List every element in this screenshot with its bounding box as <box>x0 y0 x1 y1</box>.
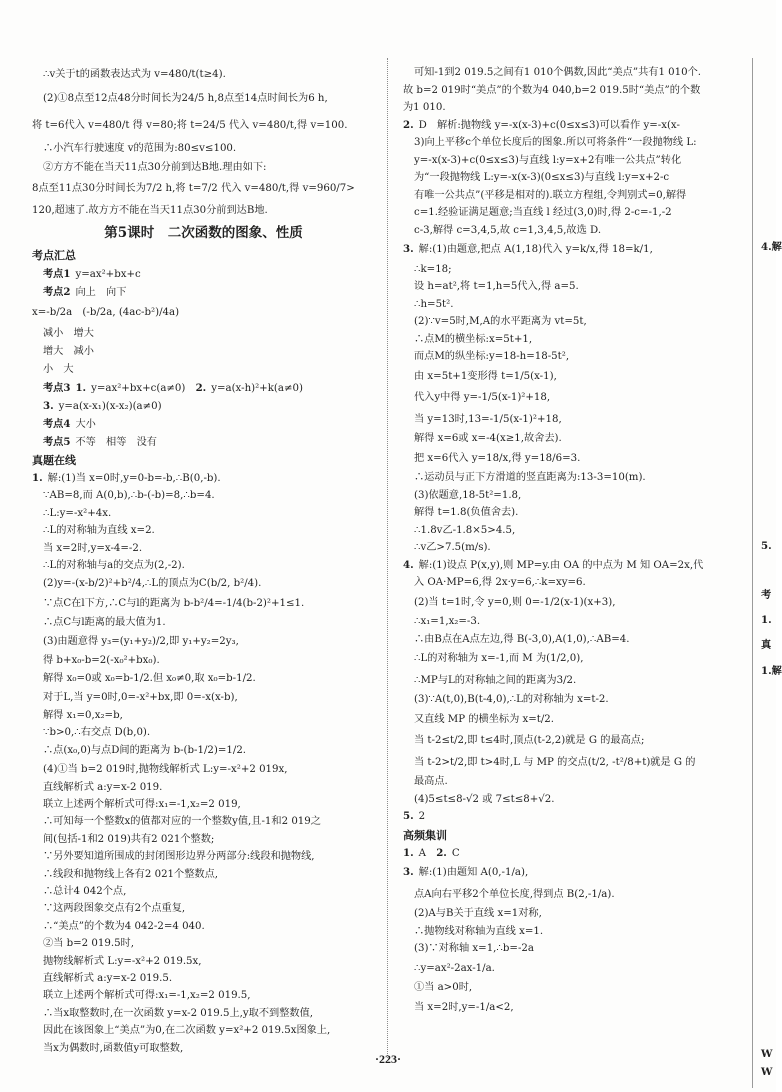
item-number: 2. <box>436 846 447 859</box>
answer-line: 抛物线解析式 L:y=-x²+2 019.5x, <box>43 955 202 967</box>
item-number: 3. <box>43 400 54 412</box>
answer-line: ∴y=ax²-2ax-1/a. <box>414 962 495 974</box>
section-header-summary: 考点汇总 <box>32 249 76 262</box>
answer-line: 3)向上平移c个单位长度后的图象.所以可将条件“一段抛物线 L: <box>414 137 697 148</box>
item-number: 1. <box>75 382 87 394</box>
edge-fragment: 1. <box>761 614 772 626</box>
answer-line: ②方方不能在当天11点30分前到达B地.理由如下: <box>43 162 267 173</box>
answer-line: 当 x=2时,y=x-4=-2. <box>43 542 143 554</box>
answer-line: 当 y=13时,13=-1/5(x-1)²+18, <box>414 413 562 425</box>
answer-line <box>32 397 375 415</box>
answer-line: 为“一段抛物线 L:y=-x(x-3)(0≤x≤3)与直线 l:y=x+2-c <box>414 172 670 183</box>
answer-line: ∴点C与l距离的最大值为1. <box>43 617 166 629</box>
answer-line: 因此在该图象上“美点”为0,在二次函数 y=x²+2 019.5x图象上, <box>43 1025 331 1037</box>
answer-line: ①当 a>0时, <box>414 982 473 993</box>
answer-line: c-3,解得 c=3,4,5,故 c=1,3,4,5,故选 D. <box>414 224 602 236</box>
answer-line: ∴点(x₀,0)与点D间的距离为 b-(b-1/2)=1/2. <box>43 745 247 757</box>
point-label: 考点3 <box>43 382 71 394</box>
answer-line: (2)①8点至12点48分时间长为24/5 h,8点至14点时间长为6 h, <box>43 93 328 104</box>
answer-line: 而点M的纵坐标:y=18-h=18-5t², <box>414 351 570 362</box>
point-label: 考点5 <box>43 436 71 448</box>
answer-line: 点A向右平移2个单位长度,得到点 B(2,-1/a). <box>414 888 615 900</box>
answer-line: ∴1.8v乙-1.8×5>4.5, <box>414 524 516 536</box>
answer-line: 直线解析式 a:y=x-2 019. <box>43 781 163 793</box>
answer-line <box>32 283 375 301</box>
column-divider <box>387 58 388 1058</box>
answer-line: 入 OA·MP=6,得 2x·y=6,∴k=xy=6. <box>414 577 586 588</box>
answer-line: 直线解析式 a:y=x-2 019.5. <box>43 972 173 984</box>
answer-line: 联立上述两个解析式可得:x₁=-1,x₂=2 019, <box>43 799 241 811</box>
line-text: 不等 相等 没有 <box>75 437 157 448</box>
answer-line: 联立上述两个解析式可得:x₁=-1,x₂=2 019.5, <box>43 990 251 1002</box>
answer-line <box>403 117 748 135</box>
answer-line: (4)5≤t≤8-√2 或 7≤t≤8+√2. <box>414 793 555 805</box>
answer-line <box>403 845 748 863</box>
answer-line: ∴可知每一个整数x的值都对应的一个整数y值,且-1和2 019之 <box>43 816 321 828</box>
answer-line: (3)∵对称轴 x=1,∴b=-2a <box>414 943 534 954</box>
answer-line: ∵另外要知道所围成的封闭图形边界分两部分:线段和抛物线, <box>43 851 315 863</box>
page-number: ·223· <box>374 1052 401 1066</box>
answer-line: 又直线 MP 的横坐标为 x=t/2. <box>414 713 555 725</box>
item-number: 4. <box>403 558 414 571</box>
line-text: 解:(1)当 x=0时,y=0-b=-b,∴B(0,-b). <box>47 473 221 484</box>
answer-line: ∴x₁=1,x₂=-3. <box>414 616 481 627</box>
answer-line: ∴当x取整数时,在一次函数 y=x-2 019.5上,y取不到整数值, <box>43 1007 314 1019</box>
line-text: y=a(x-x₁)(x-x₂)(a≠0) <box>58 401 162 412</box>
answer-line: 解得 t=1.8(负值舍去). <box>414 507 519 518</box>
line-text: 2 <box>418 811 426 822</box>
answer-line: ∵b>0,∴右交点 D(b,0). <box>43 726 151 738</box>
item-number: 2. <box>195 382 207 394</box>
section-header-frequent: 高频集训 <box>403 828 447 842</box>
answer-line <box>403 239 748 261</box>
answer-line: 解得 x₁=0,x₂=b, <box>43 709 123 721</box>
answer-line: ∴小汽车行驶速度 v的范围为:80≤v≤100. <box>43 143 237 154</box>
line-text: C <box>451 847 460 859</box>
answer-line: (2)A与B关于直线 x=1对称, <box>414 908 542 919</box>
item-number: 3. <box>403 866 414 878</box>
line-text: y=ax²+bx+c <box>75 269 141 280</box>
answer-line: (4)①当 b=2 019时,抛物线解析式 L:y=-x²+2 019x, <box>43 764 288 776</box>
answer-line: 为1 010. <box>403 102 446 113</box>
answer-line: 把 x=6代入 y=18/x,得 y=18/6=3. <box>414 452 581 464</box>
answer-line: 间(包括-1和2 019)共有2 021个整数; <box>43 833 215 845</box>
answer-line: 将 t=6代入 v=480/t 得 v=80;将 t=24/5 代入 v=480/t,得 v=100. <box>32 120 348 131</box>
answer-line <box>32 415 375 433</box>
line-text: y=ax²+bx+c(a≠0) <box>91 383 196 394</box>
answer-line: 可知-1到2 019.5之间有1 010个偶数,因此“美点”共有1 010个. <box>414 67 702 78</box>
answer-line: 当x为偶数时,函数值y可取整数, <box>43 1042 184 1054</box>
line-text: y=a(x-h)²+k(a≠0) <box>211 383 303 394</box>
answer-line: 当 t-2≤t/2,即 t≤4时,顶点(t-2,2)就是 G 的最高点; <box>414 735 645 746</box>
line-text: 解:(1)由题意,把点 A(1,18)代入 y=k/x,得 18=k/1, <box>418 244 653 255</box>
answer-line: c=1.经验证满足题意;当直线 l 经过(3,0)时,得 2-c=-1,-2 <box>414 207 672 218</box>
answer-line: ②当 b=2 019.5时, <box>43 938 134 950</box>
answer-line: ∴v关于t的函数表达式为 v=480/t(t≥4). <box>43 69 226 80</box>
edge-fragment: W <box>761 1066 773 1078</box>
answer-line: 最高点. <box>414 776 448 787</box>
right-column <box>403 64 748 1018</box>
answer-line: ∴k=18; <box>414 263 452 275</box>
answer-line: ∴MP与L的对称轴之间的距离为3/2. <box>414 674 577 686</box>
answer-line <box>32 433 375 451</box>
left-column <box>32 64 375 1057</box>
answer-line: ∵AB=8,而 A(0,b),∴b-(-b)=8,∴b=4. <box>43 490 215 502</box>
answer-line: (2)∵v=5时,M,A的水平距离为 vt=5t, <box>414 316 587 327</box>
answer-line: ∴v乙>7.5(m/s). <box>414 542 491 553</box>
answer-line <box>403 862 748 884</box>
point-label: 考点4 <box>43 418 71 430</box>
line-text: 解:(1)设点 P(x,y),则 MP=y.由 OA 的中点为 M 知 OA=2x,代 <box>418 559 704 571</box>
answer-line: 故 b=2 019时“美点”的个数为4 040,b=2 019.5时“美点”的个数 <box>403 84 701 96</box>
answer-line: 解得 x=6或 x=-4(x≥1,故舍去). <box>414 433 562 444</box>
line-text: D 解析:抛物线 y=-x(x-3)+c(0≤x≤3)可以看作 y=-x(x- <box>418 119 680 131</box>
lesson-title: 第5课时 二次函数的图象、性质 <box>104 225 303 241</box>
answer-line: ∴“美点”的个数为4 042-2=4 040. <box>43 920 205 932</box>
item-number: 2. <box>403 118 414 131</box>
answer-line: ∴L的对称轴为直线 x=2. <box>43 525 155 537</box>
answer-line: 解得 x₀=0或 x₀=b-1/2.但 x₀≠0,取 x₀=b-1/2. <box>43 673 256 685</box>
answer-line <box>32 470 375 487</box>
answer-line: ∴运动员与正下方滑道的竖直距离为:13-3=10(m). <box>414 472 646 483</box>
line-text: 向上 向下 <box>75 287 127 298</box>
answer-line: ∴总计4 042个点, <box>43 886 127 898</box>
answer-line: ∴抛物线对称轴为直线 x=1. <box>414 925 544 937</box>
answer-line: y=-x(x-3)+c(0≤x≤3)与直线 l:y=x+2有唯一公共点”转化 <box>414 154 682 166</box>
answer-line: 小 大 <box>43 364 74 375</box>
answer-line <box>403 808 748 826</box>
edge-fragment: 4.解 <box>761 241 782 253</box>
answer-line: 得 b+x₀-b=2(-x₀²+bx₀). <box>43 654 160 666</box>
section-header-past-exams: 真题在线 <box>32 454 76 467</box>
answer-line <box>32 265 375 283</box>
answer-line: ∴L的对称轴为 x=-1,而 M 为(1/2,0), <box>414 653 584 664</box>
answer-line: 减小 增大 <box>43 328 94 339</box>
answer-line: ∴点M的横坐标:x=5t+1, <box>414 333 533 345</box>
line-text: 解:(1)由题知 A(0,-1/a), <box>418 867 529 878</box>
edge-fragment: W <box>761 1048 773 1060</box>
answer-line: 设 h=at²,将 t=1,h=5代入,得 a=5. <box>414 281 579 292</box>
answer-line: 120,超速了.故方方不能在当天11点30分前到达B地. <box>32 205 268 216</box>
answer-line: 8点至11点30分时间长为7/2 h,将 t=7/2 代入 v=480/t,得 v=960/7> <box>32 183 355 194</box>
answer-line <box>403 557 748 575</box>
answer-line: 代入y中得 y=-1/5(x-1)²+18, <box>414 392 551 403</box>
answer-line: 对于L,当 y=0时,0=-x²+bx,即 0=-x(x-b), <box>43 692 238 704</box>
answer-line: x=-b/2a (-b/2a, (4ac-b²)/4a) <box>32 307 180 318</box>
edge-fragment: 5. <box>761 540 772 552</box>
line-text: 大小 <box>75 419 96 430</box>
line-text: A <box>418 847 437 859</box>
answer-line: ∵点C在l下方,∴C与l的距离为 b-b²/4=-1/4(b-2)²+1≤1. <box>43 598 305 610</box>
answer-line: ∴线段和抛物线上各有2 021个整数点, <box>43 868 219 880</box>
edge-fragment: 1.解 <box>761 665 782 677</box>
point-label: 考点2 <box>43 286 71 298</box>
answer-line: ∴L的对称轴与a的交点为(2,-2). <box>43 559 185 571</box>
answer-line: 由 x=5t+1变形得 t=1/5(x-1), <box>414 370 557 382</box>
answer-line: (3)依题意,18-5t²=1.8, <box>414 489 522 501</box>
answer-line: ∴h=5t². <box>414 298 454 310</box>
answer-line: ∴L:y=-x²+4x. <box>43 507 112 519</box>
item-number: 1. <box>32 472 43 484</box>
column-divider-right <box>752 58 753 1088</box>
answer-line: 当 t-2>t/2,即 t>4时,L 与 MP 的交点(t/2, -t²/8+t)就是 G 的 <box>414 756 696 768</box>
answer-line: (3)由题意得 y₃=(y₁+y₂)/2,即 y₁+y₂=2y₃, <box>43 635 239 647</box>
item-number: 1. <box>403 846 414 859</box>
answer-line: (2)y=-(x-b/2)²+b²/4,∴L的顶点为C(b/2, b²/4). <box>43 578 262 590</box>
answer-line: (3)∵A(t,0),B(t-4,0),∴L的对称轴为 x=t-2. <box>414 694 609 705</box>
item-number: 5. <box>403 810 414 822</box>
edge-fragment: 考 <box>761 589 772 601</box>
answer-line: 当 x=2时,y=-1/a<2, <box>414 1001 514 1013</box>
answer-line: (2)当 t=1时,令 y=0,则 0=-1/2(x-1)(x+3), <box>414 596 616 608</box>
edge-fragment: 真 <box>761 639 772 651</box>
item-number: 3. <box>403 243 414 255</box>
answer-line: ∴由B点在A点左边,得 B(-3,0),A(1,0),∴AB=4. <box>414 633 630 645</box>
answer-line: 增大 减小 <box>43 346 94 357</box>
answer-line: 有唯一公共点”(平移是相对的).联立方程组,令判别式=0,解得 <box>414 189 687 201</box>
answer-line: ∵这两段图象交点有2个点重复, <box>43 903 186 915</box>
answer-line <box>32 379 375 397</box>
point-label: 考点1 <box>43 268 71 280</box>
